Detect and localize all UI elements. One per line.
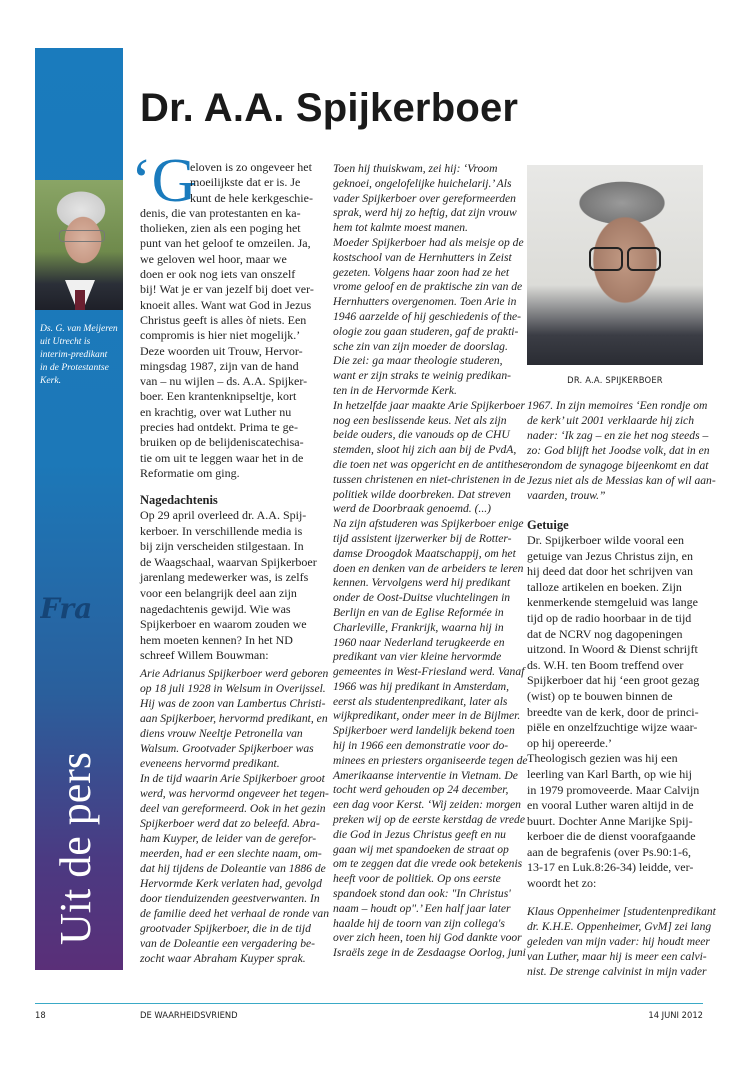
text-line: door tienduizenden geestverwanten. In (140, 892, 320, 905)
text-line: op hij opereerde.’ (527, 735, 612, 750)
text-line: deel van gereformeerd. Ook in het gezin (140, 802, 326, 815)
text-line: tie om uit te leggen waar het in de (140, 450, 304, 465)
text-line: werd de Doorbraak genoemd. (...) (333, 502, 491, 516)
text-line: buurt. Dochter Anne Marijke Spij- (527, 813, 693, 828)
text-line: predikant van vier kleine hervormde (333, 650, 502, 664)
text-line: van Luther, maar hij is meer een calvi- (527, 950, 707, 963)
glasses-right-detail (627, 247, 661, 271)
quoted-obituary-end (527, 398, 716, 503)
text-line: tholieken, zien als een poging het (140, 221, 301, 236)
text-line: uitzond. In Woord & Dienst schrijft (527, 642, 698, 657)
text-line: moeilijkste dat er is. Je (190, 175, 301, 190)
newsprint-background-text: Fra (40, 592, 93, 625)
text-line: vrome geloof en de praktische zin van de (333, 280, 523, 294)
text-line: de familie deed het verhaal de ronde van (140, 907, 329, 920)
getuige-paragraph (527, 533, 699, 892)
text-line: damse Droogdok Maatschappij, om het (333, 546, 516, 560)
text-line: piële en onzelfzuchtige wijze waar- (527, 720, 698, 735)
text-line: denis, die van protestanten en ka- (140, 205, 301, 220)
text-line: talloze artikelen en boeken. Zijn (527, 579, 682, 594)
text-line: Berlijn en van de Eglise Reformée in (333, 605, 504, 619)
text-line: dr. K.H.E. Oppenheimer, GvM] zei lang (527, 920, 712, 933)
text-line: hij deed dat door het schrijven van (527, 564, 693, 579)
text-line: vader Spijkerboer over gereformeerden (333, 191, 516, 205)
text-line: tocht werd gehouden op 24 december, (333, 783, 509, 797)
text-line: Reformatie om ging. (140, 465, 240, 480)
text-line: nader: ‘Ik zag – en zie het nog steeds – (527, 429, 709, 442)
footer-divider (35, 1003, 703, 1004)
text-line: Na zijn afstuderen was Spijkerboer enige (333, 517, 524, 531)
text-line: Spijkerboer dat hij ‘een groot gezag (527, 673, 700, 688)
text-line: haalde hij de toorn van zijn collega's (333, 916, 505, 930)
text-line: van de Doleantie een vergadering be- (140, 937, 316, 950)
text-line: 1960 naar Nederland terugkeerde en (333, 635, 505, 649)
text-line: de Waagschaal, waarvan Spijkerboer (140, 554, 317, 569)
quoted-obituary-continued (333, 162, 528, 961)
text-line: hem moeten kennen? In het ND (140, 632, 293, 647)
text-line: 1946 aarzelde of hij geschiedenis of the- (333, 309, 522, 323)
text-line: aan de begrafenis (over Ps.90:1-6, (527, 844, 691, 859)
text-line: die God in Jezus Christus geeft en nu (333, 827, 506, 841)
text-line: Klaus Oppenheimer [studentenpredikant (527, 905, 716, 918)
text-line: Getuige (527, 518, 569, 532)
text-line: gezeten. Volgens haar zoon had ze het (333, 265, 510, 279)
text-line: Spijkerboer werd landelijk bekend toen (333, 724, 515, 738)
author-photo (35, 180, 123, 310)
issue-date: 14 JUNI 2012 (648, 1010, 703, 1020)
text-line: Spijkerboer en waarom zouden we (140, 617, 307, 632)
text-line: hij in 1966 een demonstratie voor do- (333, 739, 509, 753)
text-line: heeft voor de politiek. Op ons eerste (333, 872, 501, 886)
text-line: (wist) op te bouwen binnen de (527, 688, 673, 703)
text-line: om te zeggen dat die vrede ook betekenis (333, 857, 523, 871)
text-line: politiek wilde doorbreken. Dat streven (333, 487, 511, 501)
text-line: breedte van de kerk, door de princi- (527, 704, 699, 719)
text-line: In de tijd waarin Arie Spijkerboer groot (140, 772, 325, 785)
text-line: en vooral Luther waren altijd in de (527, 798, 694, 813)
text-line: werd, was hervormd ongeveer het tegen- (140, 787, 329, 800)
text-line: Israëls zege in de Zesdaagse Oorlog, juni (333, 946, 526, 960)
text-line: van – nu wijlen – ds. A.A. Spijker- (140, 374, 308, 389)
text-line: doen en denken van de arbeiders te leren (333, 561, 524, 575)
text-line: hem tot kalmte moest manen. (333, 221, 468, 235)
text-line: meerden, had er een slechte naam, om- (140, 847, 322, 860)
text-line: In hetzelfde jaar maakte Arie Spijkerboer (333, 398, 526, 412)
text-line: tijd op de radio hoorbaar in de tijd (527, 610, 692, 625)
text-line: wijkpredikant, onder meer in de Bijlmer. (333, 709, 521, 723)
author-caption (40, 322, 122, 387)
text-line: een dag voor Kerst. ‘Wij zeiden: morgen (333, 798, 521, 812)
text-line: boer. Een krantenknipseltje, kort (140, 389, 297, 404)
text-line: dat hij tijdens de Doleantie van 1886 de (140, 862, 326, 875)
text-line: vaarden, trouw.” (527, 489, 606, 502)
text-line: kenmerkende stemgeluid was lange (527, 595, 698, 610)
text-line: de kerk’ uit 2001 verklaarde hij zich (527, 414, 694, 427)
publication-name: DE WAARHEIDSVRIEND (140, 1010, 238, 1020)
text-line: ham Kuyper, de leider van de gerefor- (140, 832, 317, 845)
nagedachtenis-paragraph (140, 508, 317, 664)
text-line: tijd assistent ijzerwerker bij de Rotter- (333, 531, 512, 545)
text-line: eerst als studentenpredikant, later als (333, 694, 508, 708)
text-line: jarenlang medewerker was, is zelfs (140, 570, 309, 585)
text-line: Op 29 april overleed dr. A.A. Spij- (140, 508, 307, 522)
section-label: Uit de pers (51, 751, 100, 945)
text-line: nist. De strenge calvinist in mijn vader (527, 965, 707, 978)
text-line: Hervormde Kerk verlaten had, gevolgd (140, 877, 322, 890)
section-heading-nagedachtenis (140, 492, 218, 508)
text-line: Dr. Spijkerboer wilde vooral een (527, 533, 684, 547)
text-line: bij zijn verscheiden stilgestaan. In (140, 539, 304, 554)
text-line: in 1979 promoveerde. Maar Calvijn (527, 782, 700, 797)
text-line: gemeentes in West-Friesland werd. Vanaf (333, 665, 525, 679)
text-line: mingsdag 1987, zijn van de hand (140, 358, 299, 373)
text-line: Hernhutters overgenomen. Toen Arie in (333, 295, 517, 309)
drop-cap: ‘G (131, 147, 197, 215)
text-line: kerboer. In verschillende media is (140, 523, 303, 538)
text-line: minees en priesters organiseerde tegen de (333, 753, 528, 767)
text-line: preken wij op de eerste kerstdag de vrede (333, 813, 525, 827)
text-line: dat de NCRV nog dagopeningen (527, 626, 683, 641)
text-line: sche zin van zijn moeder de doorslag. (333, 339, 508, 353)
text-line: woordt het zo: (527, 876, 597, 891)
text-line: eveneens hervormd predikant. (140, 757, 280, 770)
page-number: 18 (35, 1010, 46, 1020)
daughter-quote (527, 904, 716, 979)
text-line: knoeit alles. Want wat God in Jezus (140, 297, 312, 312)
text-line: nagedachtenis gewijd. Wie was (140, 601, 291, 616)
article-title: Dr. A.A. Spijkerboer (140, 86, 519, 130)
text-line: zocht waar Abraham Kuyper sprak. (140, 952, 306, 965)
text-line: en krachtig, over wat Luther nu (140, 404, 292, 419)
text-line: zo: God blijft het Joodse volk, dat in en (527, 444, 710, 457)
text-line: diens vrouw Neeltje Petronella van (140, 727, 303, 740)
text-line: gaan wij met spandoeken de straat op (333, 842, 509, 856)
text-line: eloven is zo ongeveer het (190, 160, 312, 174)
text-line: leerling van Karl Barth, op wie hij (527, 766, 692, 781)
text-line: bij! Wat je er van jezelf bij doet ver- (140, 282, 314, 297)
text-line: geknoei, ongelofelijke huichelarij.’ Als (333, 176, 512, 190)
text-line: nog een beslissende keus. Net als zijn (333, 413, 507, 427)
glasses-left-detail (589, 247, 623, 271)
text-line: die toen net was opgericht en de antithese (333, 457, 528, 471)
text-line: want er zijn straks te weinig predikan- (333, 369, 511, 383)
quoted-obituary (140, 666, 329, 966)
text-line: Moeder Spijkerboer had als meisje op de (333, 235, 524, 249)
caption-line: Ds. G. van Meijeren (40, 323, 118, 334)
text-line: kerboer die de dienst voorafgaande (527, 829, 696, 844)
text-line: ologie zou gaan studeren, gaf de prakti- (333, 324, 519, 338)
text-line: kunt de hele kerkgeschie- (190, 190, 313, 205)
text-line: geleden van mijn vader: hij houdt meer (527, 935, 710, 948)
text-line: punt van het geloof te omzeilen. Ja, (140, 236, 311, 251)
text-line: 13-17 en Luk.8:26-34) leidde, ver- (527, 860, 694, 875)
caption-line: uit Utrecht is (40, 336, 91, 347)
tie-detail (75, 290, 85, 310)
text-line: Jezus niet als de Messias kan of wil aan- (527, 474, 716, 487)
text-line: stemden, sloot hij zich aan bij de PvdA, (333, 443, 517, 457)
text-line: 1967. In zijn memoires ‘Een rondje om (527, 399, 708, 412)
text-line: grootvader Spijkerboer, die in de tijd (140, 922, 311, 935)
text-line: Christus geeft is alles òf niets. Een (140, 312, 307, 327)
text-line: spandoek stond dan ook: "In Christus' (333, 887, 511, 901)
photo-caption: DR. A.A. SPIJKERBOER (567, 375, 663, 385)
text-line: op 18 juli 1928 in Welsum in Overijssel. (140, 682, 326, 695)
text-line: kennen. Vervolgens werd hij predikant (333, 576, 511, 590)
section-heading-getuige (527, 517, 569, 533)
text-line: onder de Oost-Duitse vluchtelingen in (333, 591, 511, 605)
text-line: Toen hij thuiskwam, zei hij: ‘Vroom (333, 162, 498, 175)
text-line: kostschool van de Hernhutters in Zeist (333, 250, 512, 264)
text-line: doen er ook nog iets van onszelf (140, 267, 296, 282)
text-line: compromis is hier niet mogelijk.’ (140, 328, 301, 343)
text-line: getuige van Jezus Christus zijn, en (527, 548, 693, 563)
text-line: ds. W.H. ten Boom treffend over (527, 657, 684, 672)
text-line: Nagedachtenis (140, 493, 218, 507)
text-line: schreef Willem Bouwman: (140, 648, 269, 663)
text-line: Deze woorden uit Trouw, Hervor- (140, 343, 303, 358)
text-line: over zich heen, toen hij God dankte voor (333, 931, 522, 945)
spijkerboer-photo (527, 165, 703, 365)
text-line: Walsum. Grootvader Spijkerboer was (140, 742, 314, 755)
text-line: ten in de Hervormde Kerk. (333, 383, 457, 397)
text-line: tussen christenen en niet-christenen in de (333, 472, 526, 486)
text-line: Hij was de zoon van Lambertus Christi- (140, 697, 326, 710)
text-line: we geloven wel hoor, maar we (140, 251, 287, 266)
text-line: Amerikaanse interventie in Vietnam. De (333, 768, 518, 782)
text-line: precies had ontdekt. Prima te ge- (140, 420, 298, 435)
glasses-detail (59, 230, 105, 242)
caption-line: interim-predikant (40, 349, 108, 360)
text-line: beide ouders, die vanouds op de CHU (333, 428, 510, 442)
caption-line: Kerk. (40, 375, 62, 386)
text-line: voor een belangrijk deel aan zijn (140, 585, 297, 600)
text-line: naam – houdt op".’ Een half jaar later (333, 901, 511, 915)
text-line: sprak, werd hij zo heftig, dat zijn vrouw (333, 206, 517, 220)
caption-line: in de Protestantse (40, 362, 109, 373)
text-line: Charleville, Frankrijk, waarna hij in (333, 620, 504, 634)
text-line: 1966 was hij predikant in Amsterdam, (333, 679, 510, 693)
intro-paragraph (140, 160, 314, 481)
text-line: aan Spijkerboer, hervormd predikant, en (140, 712, 328, 725)
text-line: bruiken op de belijdeniscatechisa- (140, 435, 304, 450)
text-line: Arie Adrianus Spijkerboer werd geboren (140, 667, 329, 680)
text-line: Spijkerboer werd dat zo beleefd. Abra- (140, 817, 320, 830)
text-line: Die zei: ga maar theologie studeren, (333, 354, 503, 368)
text-line: Theologisch gezien was hij een (527, 751, 678, 766)
text-line: rondom de synagoge bijeenkomt en dat (527, 459, 709, 472)
